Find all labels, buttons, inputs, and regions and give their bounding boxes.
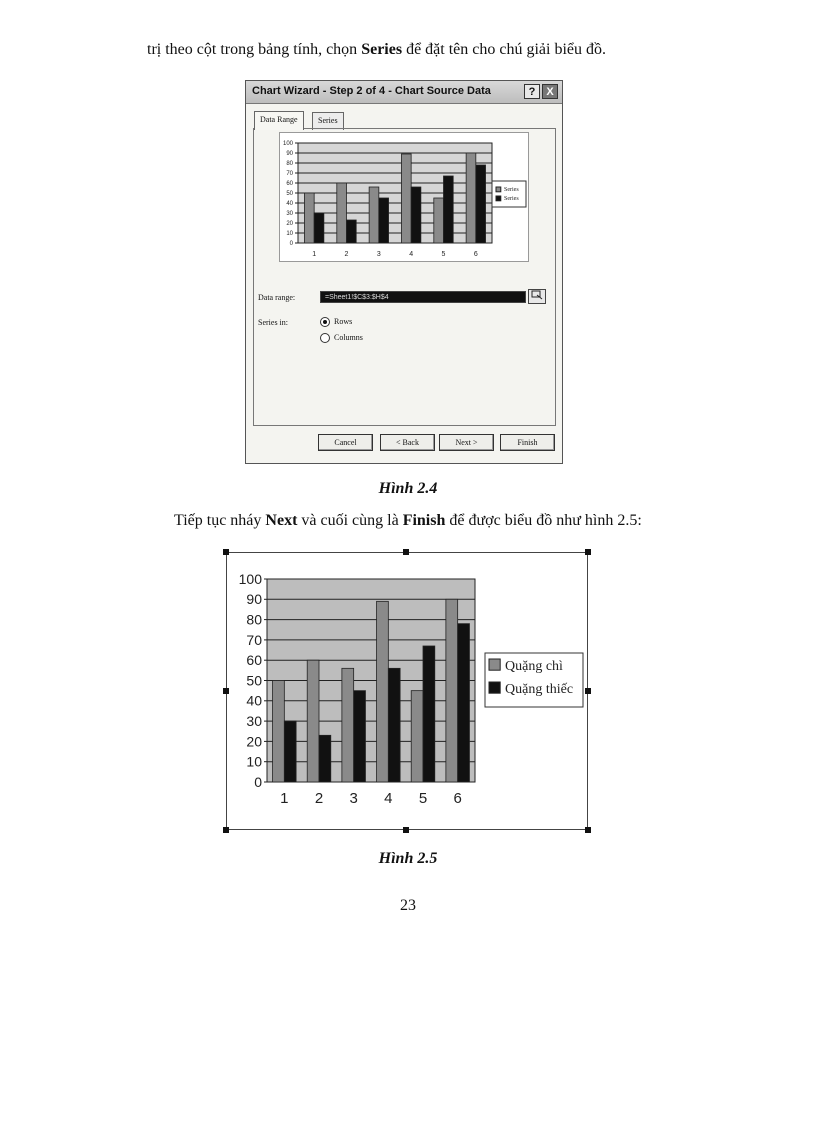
bar-2-3 <box>379 198 389 243</box>
y-tick-label: 90 <box>286 151 293 158</box>
continue-text-next: Next <box>265 512 298 529</box>
intro-text-pre: trị theo cột trong bảng tính, chọn <box>147 41 362 58</box>
next-button[interactable]: Next > <box>439 434 494 451</box>
y-tick-label: 100 <box>282 141 293 148</box>
y-tick-label: 100 <box>238 570 262 587</box>
figure-caption-2-5: Hình 2.5 <box>378 850 438 867</box>
x-tick-label: 4 <box>384 790 393 807</box>
y-tick-label: 0 <box>289 241 293 248</box>
y-tick-label: 10 <box>246 753 262 770</box>
tab-series[interactable]: Series <box>312 112 344 130</box>
resize-handle-bc[interactable] <box>403 827 409 833</box>
legend-box <box>492 181 526 207</box>
bar-1-4 <box>401 154 411 243</box>
y-tick-label: 70 <box>286 171 293 178</box>
x-tick-label: 5 <box>441 251 446 258</box>
finish-button[interactable]: Finish <box>500 434 555 451</box>
y-tick-label: 70 <box>246 631 262 648</box>
legend-swatch <box>496 187 501 192</box>
y-tick-label: 0 <box>254 773 262 790</box>
resize-handle-ml[interactable] <box>223 688 229 694</box>
resize-handle-tl[interactable] <box>223 549 229 555</box>
data-range-input[interactable]: =Sheet1!$C$3:$H$4 <box>320 291 526 303</box>
bar-2-6 <box>458 624 470 782</box>
bar-1-6 <box>446 599 458 782</box>
x-tick-label: 1 <box>312 251 317 258</box>
bar-2-3 <box>354 691 366 782</box>
bar-2-6 <box>476 165 486 243</box>
bar-1-5 <box>434 198 444 243</box>
y-tick-label: 50 <box>286 191 293 198</box>
x-tick-label: 2 <box>344 251 349 258</box>
collapse-icon <box>531 290 543 300</box>
legend-label: Quặng thiếc <box>505 681 574 697</box>
intro-text-post: để đặt tên cho chú giải biểu đồ. <box>402 41 606 58</box>
bar-2-1 <box>314 213 324 243</box>
dialog-titlebar <box>246 81 562 104</box>
x-tick-label: 6 <box>453 790 462 807</box>
resize-handle-mr[interactable] <box>585 688 591 694</box>
y-tick-label: 80 <box>246 611 262 628</box>
y-tick-label: 50 <box>246 672 262 689</box>
data-range-label: Data range: <box>258 293 296 302</box>
bar-1-2 <box>337 183 347 243</box>
radio-columns-indicator <box>320 333 330 343</box>
bar-2-5 <box>444 176 454 243</box>
resize-handle-tr[interactable] <box>585 549 591 555</box>
y-tick-label: 40 <box>286 201 293 208</box>
legend-label: Series <box>504 196 519 203</box>
y-tick-label: 20 <box>246 733 262 750</box>
collapse-dialog-button[interactable] <box>528 289 546 304</box>
close-button[interactable]: X <box>542 84 558 99</box>
bar-1-1 <box>273 681 285 783</box>
x-tick-label: 3 <box>376 251 381 258</box>
legend-swatch <box>496 196 501 201</box>
y-tick-label: 60 <box>286 181 293 188</box>
radio-rows[interactable] <box>320 317 352 327</box>
bar-1-5 <box>411 691 423 782</box>
resize-handle-bl[interactable] <box>223 827 229 833</box>
y-tick-label: 20 <box>286 221 293 228</box>
mini-chart-preview <box>279 132 529 262</box>
help-button[interactable]: ? <box>524 84 540 99</box>
figure-caption-2-4: Hình 2.4 <box>378 480 438 497</box>
legend-label: Quặng chì <box>505 658 563 674</box>
tab-data-range[interactable]: Data Range <box>254 111 304 130</box>
resize-handle-tc[interactable] <box>403 549 409 555</box>
y-tick-label: 40 <box>246 692 262 709</box>
intro-text-bold: Series <box>361 41 403 58</box>
x-tick-label: 6 <box>473 251 478 258</box>
x-tick-label: 3 <box>349 790 358 807</box>
chart-frame[interactable] <box>226 552 588 830</box>
continue-text-pre: Tiếp tục nháy <box>174 512 266 529</box>
radio-columns[interactable] <box>320 333 363 343</box>
cancel-button[interactable]: Cancel <box>318 434 373 451</box>
bar-2-1 <box>284 721 296 782</box>
continue-text-post: để được biểu đồ như hình 2.5: <box>445 512 642 529</box>
series-in-label: Series in: <box>258 318 288 327</box>
legend-swatch <box>489 682 500 693</box>
y-tick-label: 60 <box>246 652 262 669</box>
radio-rows-label: Rows <box>334 317 353 326</box>
intro-paragraph <box>147 40 606 60</box>
main-chart-svg <box>227 553 587 829</box>
bar-2-5 <box>423 646 435 782</box>
continue-text-mid: và cuối cùng là <box>297 512 403 529</box>
bar-1-3 <box>369 187 379 243</box>
y-tick-label: 30 <box>286 211 293 218</box>
mini-chart-svg <box>280 133 528 261</box>
y-tick-label: 90 <box>246 591 262 608</box>
dialog-title: Chart Wizard - Step 2 of 4 - Chart Source Data <box>252 85 491 97</box>
bar-1-1 <box>304 193 314 243</box>
back-button[interactable]: < Back <box>380 434 435 451</box>
legend-swatch <box>489 659 500 670</box>
y-tick-label: 10 <box>286 231 293 238</box>
x-tick-label: 1 <box>280 790 289 807</box>
legend-label: Series <box>504 187 519 194</box>
radio-columns-label: Columns <box>334 333 363 342</box>
radio-rows-indicator <box>320 317 330 327</box>
resize-handle-br[interactable] <box>585 827 591 833</box>
y-tick-label: 30 <box>246 713 262 729</box>
x-tick-label: 4 <box>409 251 414 258</box>
bar-1-2 <box>307 660 319 782</box>
continue-paragraph <box>174 511 642 531</box>
x-tick-label: 2 <box>314 790 324 807</box>
bar-1-4 <box>377 601 389 782</box>
page-number: 23 <box>400 897 416 914</box>
y-tick-label: 80 <box>286 161 293 168</box>
bar-2-2 <box>319 735 331 782</box>
x-tick-label: 5 <box>418 790 428 807</box>
bar-1-3 <box>342 668 354 782</box>
bar-2-2 <box>347 220 357 243</box>
bar-2-4 <box>388 668 400 782</box>
bar-1-6 <box>466 153 476 243</box>
bar-2-4 <box>411 187 421 243</box>
continue-text-finish: Finish <box>402 512 446 529</box>
